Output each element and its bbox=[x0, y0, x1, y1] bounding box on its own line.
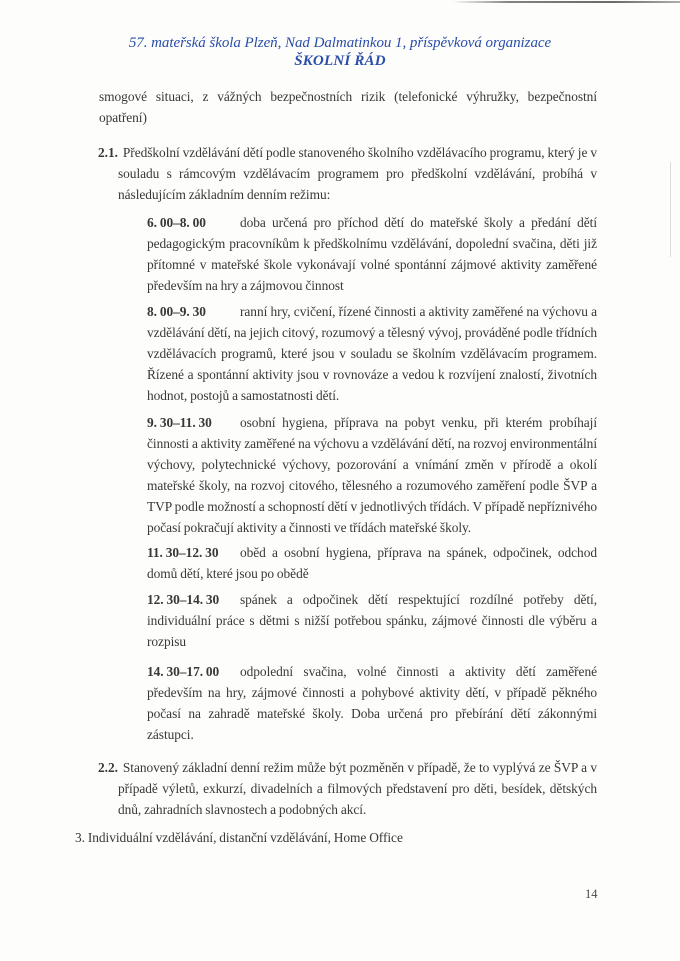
schedule-time-range: 12. 30–14. 30 bbox=[147, 592, 220, 607]
section-2-1 bbox=[98, 142, 597, 205]
schedule-time-range: 11. 30–12. 30 bbox=[147, 545, 219, 560]
schedule-description: oběd a osobní hygiena, příprava na spánek, odpočinek, odchod domů dětí, které jsou po obědě bbox=[147, 545, 597, 581]
schedule-block-930-1130 bbox=[147, 412, 597, 538]
schedule-time-range: 8. 00–9. 30 bbox=[147, 304, 206, 319]
schedule-block-800-930 bbox=[147, 301, 597, 406]
section-2-1-number: 2.1. bbox=[98, 145, 118, 160]
section-2-2 bbox=[98, 757, 597, 820]
schedule-block-1130-1230 bbox=[147, 542, 597, 584]
schedule-time-range: 6. 00–8. 00 bbox=[147, 215, 206, 230]
school-name-header: 57. mateřská škola Plzeň, Nad Dalmatinkou 1, příspěvková organizace bbox=[128, 35, 552, 51]
section-2-2-number: 2.2. bbox=[98, 760, 118, 775]
schedule-time-range: 14. 30–17. 00 bbox=[147, 664, 220, 679]
schedule-block-600-800 bbox=[147, 212, 597, 296]
schedule-description: spánek a odpočinek dětí respektující rozdílné potřeby dětí, individuální práce s dětmi s nižší potřebou spánku, zájmové činnosti dle výběru a rozpisu bbox=[147, 592, 597, 649]
schedule-time-range: 9. 30–11. 30 bbox=[147, 415, 212, 430]
scan-artifact-top-line bbox=[452, 1, 680, 3]
schedule-block-1430-1700 bbox=[147, 661, 597, 745]
document-title: ŠKOLNÍ ŘÁD bbox=[294, 53, 386, 69]
schedule-description: odpolední svačina, volné činnosti a aktivity dětí zaměřené především na hry, zájmové činnosti a pohybové aktivity dětí, v případě pěkného počasí na zahradě mateřské školy. Doba určená pro přebírání dětí zákonnými zástupci. bbox=[147, 664, 597, 742]
schedule-description: doba určená pro příchod dětí do mateřské školy a předání dětí pedagogickým pracovníkům k předškolnímu vzdělávání, dopolední svačina, děti již přítomné v mateřské škole vykonávají volné spontánní zájmové aktivity zaměřené především na hry a zájmovou činnost bbox=[147, 215, 597, 293]
page-number: 14 bbox=[585, 887, 598, 901]
section-3-heading: 3. Individuální vzdělávání, distanční vzdělávání, Home Office bbox=[75, 830, 403, 845]
section-2-2-text: Stanovený základní denní režim může být pozměněn v případě, že to vyplývá ze ŠVP a v případě výletů, exkurzí, divadelních a filmových představení pro děti, besídek, dětských dnů, zahradních slavnostech a podobných akcí. bbox=[118, 760, 597, 817]
section-2-1-text: Předškolní vzdělávání dětí podle stanoveného školního vzdělávacího programu, který je v souladu s rámcovým vzdělávacím programem pro předškolní vzdělávání, probíhá v následujícím základním denním režimu: bbox=[118, 145, 597, 202]
scan-artifact-right-line bbox=[670, 162, 671, 257]
intro-paragraph: smogové situaci, z vážných bezpečnostních rizik (telefonické výhružky, bezpečnostní opatření) bbox=[99, 89, 597, 125]
schedule-description: ranní hry, cvičení, řízené činnosti a aktivity zaměřené na výchovu a vzdělávání dětí, na jejich citový, rozumový a tělesný vývoj, prováděné podle třídních vzdělávacích programů, které jsou v souladu se školním vzdělávacím programem. Řízené a spontánní aktivity jsou v rovnováze a vedou k rozvíjení znalostí, životních hodnot, postojů a samostatnosti dětí. bbox=[147, 304, 597, 403]
schedule-block-1230-1430 bbox=[147, 589, 597, 652]
document-header bbox=[0, 0, 680, 70]
schedule-description: osobní hygiena, příprava na pobyt venku, při kterém probíhají činnosti a aktivity zaměřené na výchovu a vzdělávání dětí, na rozvoj environmentální výchovy, polytechnické výchovy, pozorování a vnímání změn v přírodě a okolí mateřské školy, na rozvoj citového, tělesného a rozumového zaměření podle ŠVP a TVP podle možností a schopností dětí v jednotlivých třídách. V případě nepříznivého počasí pokračují aktivity a činnosti ve třídách mateřské školy. bbox=[147, 415, 597, 535]
